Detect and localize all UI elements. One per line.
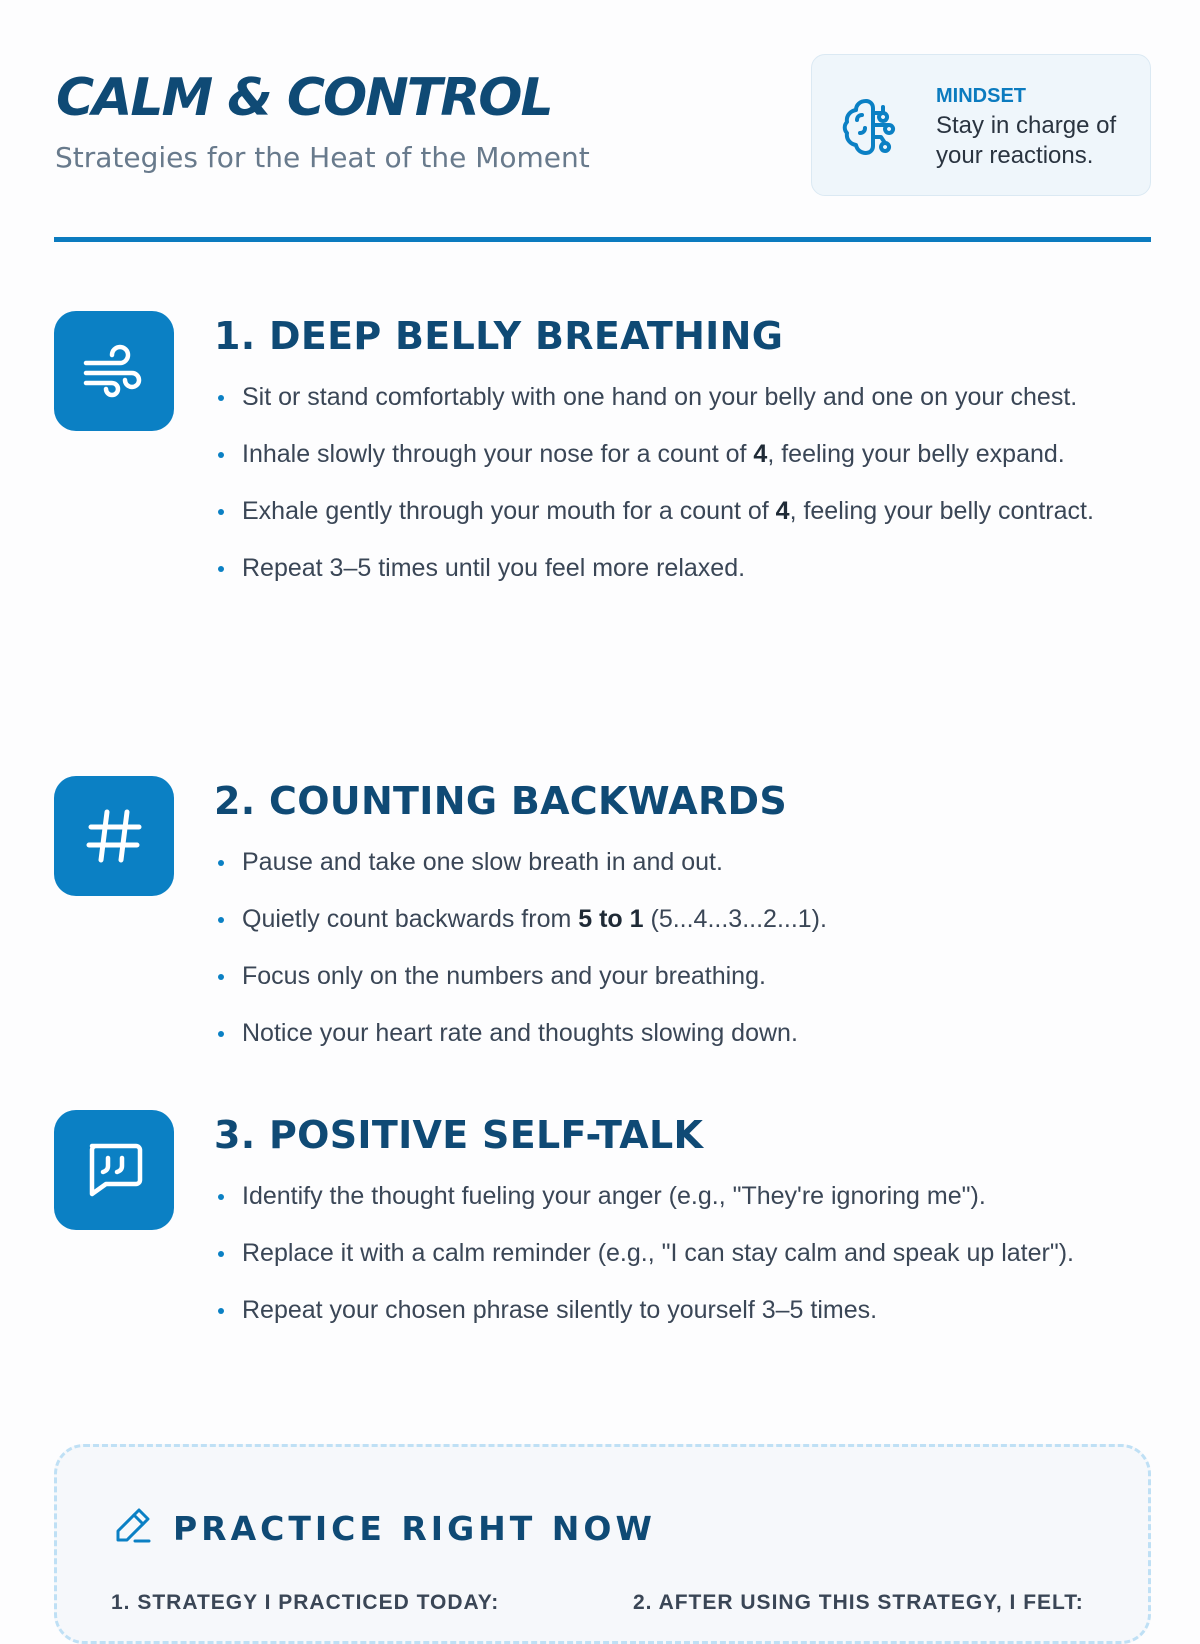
practice-box [54, 1444, 1151, 1644]
wind-icon [82, 339, 146, 403]
section-1-list [214, 376, 1134, 604]
list-item: Inhale slowly through your nose for a count of 4, feeling your belly expand. [214, 433, 1134, 476]
practice-prompt-strategy: 1. STRATEGY I PRACTICED TODAY: [111, 1591, 500, 1614]
brain-icon [840, 93, 904, 157]
list-item: Repeat your chosen phrase silently to yourself 3–5 times. [214, 1289, 1134, 1332]
page-subtitle: Strategies for the Heat of the Moment [55, 141, 590, 174]
practice-title: PRACTICE RIGHT NOW [173, 1509, 656, 1548]
section-title: 1. DEEP BELLY BREATHING [214, 314, 784, 358]
practice-prompt-feeling: 2. AFTER USING THIS STRATEGY, I FELT: [633, 1591, 1084, 1614]
quote-bubble-icon [82, 1138, 146, 1202]
list-item: Pause and take one slow breath in and out. [214, 841, 1134, 884]
section-3-icon-tile [54, 1110, 174, 1230]
section-3-list [214, 1175, 1134, 1346]
list-item: Replace it with a calm reminder (e.g., "I can stay calm and speak up later"). [214, 1232, 1134, 1275]
mindset-card [811, 54, 1151, 196]
section-2-icon-tile [54, 776, 174, 896]
mindset-text: Stay in charge of your reactions. [936, 112, 1117, 169]
hash-icon [82, 804, 146, 868]
list-item: Exhale gently through your mouth for a count of 4, feeling your belly contract. [214, 490, 1134, 533]
section-title: 3. POSITIVE SELF-TALK [214, 1113, 704, 1157]
header-divider [54, 237, 1151, 242]
section-1-icon-tile [54, 311, 174, 431]
list-item: Identify the thought fueling your anger (e.g., "They're ignoring me"). [214, 1175, 1134, 1218]
section-title: 2. COUNTING BACKWARDS [214, 779, 788, 823]
list-item: Sit or stand comfortably with one hand on your belly and one on your chest. [214, 376, 1134, 419]
pencil-icon [113, 1505, 153, 1545]
list-item: Notice your heart rate and thoughts slowing down. [214, 1012, 1134, 1055]
list-item: Quietly count backwards from 5 to 1 (5...4...3...2...1). [214, 898, 1134, 941]
list-item: Repeat 3–5 times until you feel more relaxed. [214, 547, 1134, 590]
section-2-list [214, 841, 1134, 1069]
page-title: CALM & CONTROL [56, 68, 552, 128]
list-item: Focus only on the numbers and your breathing. [214, 955, 1134, 998]
mindset-label: MINDSET [936, 85, 1026, 107]
